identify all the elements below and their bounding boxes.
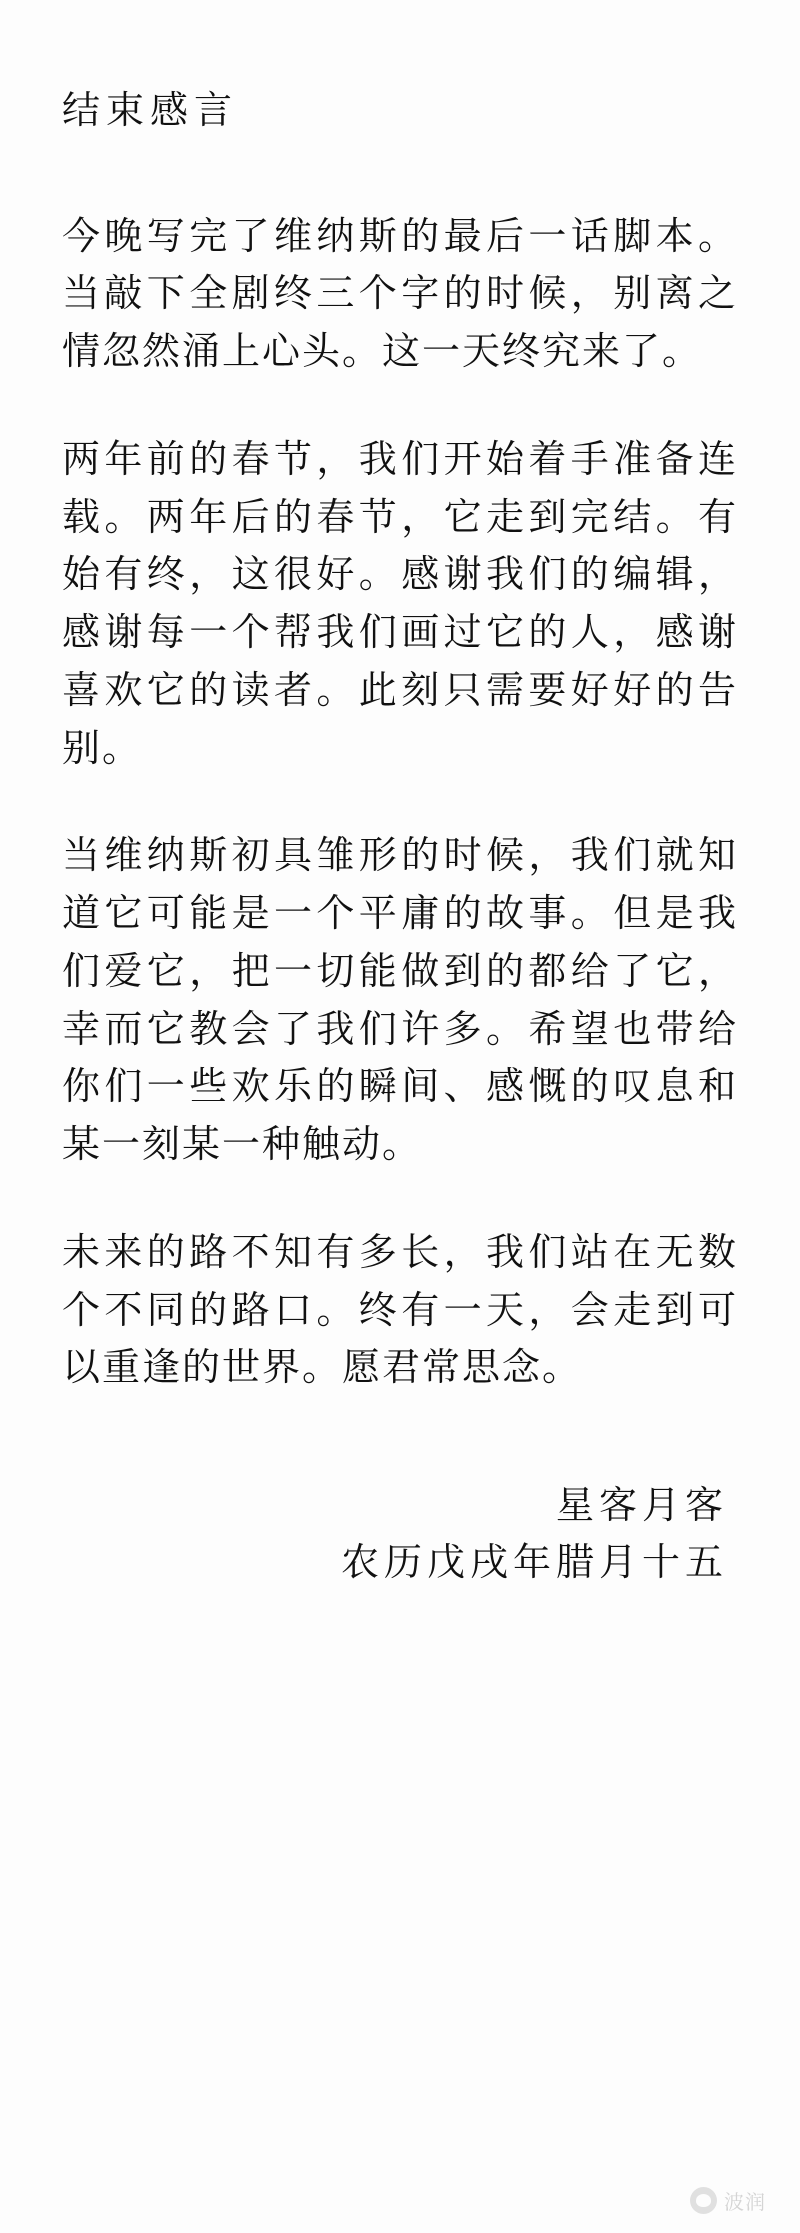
body-paragraph-1: 今晚写完了维纳斯的最后一话脚本。当敲下全剧终三个字的时候，别离之情忽然涌上心头。这一天终究来了。 <box>62 213 738 374</box>
weibo-eye-icon <box>690 2187 717 2214</box>
watermark <box>690 2186 766 2215</box>
page-title: 结束感言 <box>62 88 239 132</box>
signature-date: 农历戊戌年腊月十五 <box>340 1540 728 1585</box>
body-paragraph-3: 当维纳斯初具雏形的时候，我们就知道它可能是一个平庸的故事。但是我们爱它，把一切能做到的都给了它，幸而它教会了我们许多。希望也带给你们一些欢乐的瞬间、感慨的叹息和某一刻某一种触动。 <box>62 833 738 1167</box>
body-paragraph-2: 两年前的春节，我们开始着手准备连载。两年后的春节，它走到完结。有始有终，这很好。感谢我们的编辑，感谢每一个帮我们画过它的人，感谢喜欢它的读者。此刻只需要好好的告别。 <box>62 436 738 770</box>
watermark-label: 波润 <box>724 2190 766 2214</box>
signature-author: 星客月客 <box>555 1483 728 1528</box>
body-paragraph-4: 未来的路不知有多长，我们站在无数个不同的路口。终有一天，会走到可以重逢的世界。愿君常思念。 <box>62 1229 738 1390</box>
signature-block <box>62 1477 738 1591</box>
